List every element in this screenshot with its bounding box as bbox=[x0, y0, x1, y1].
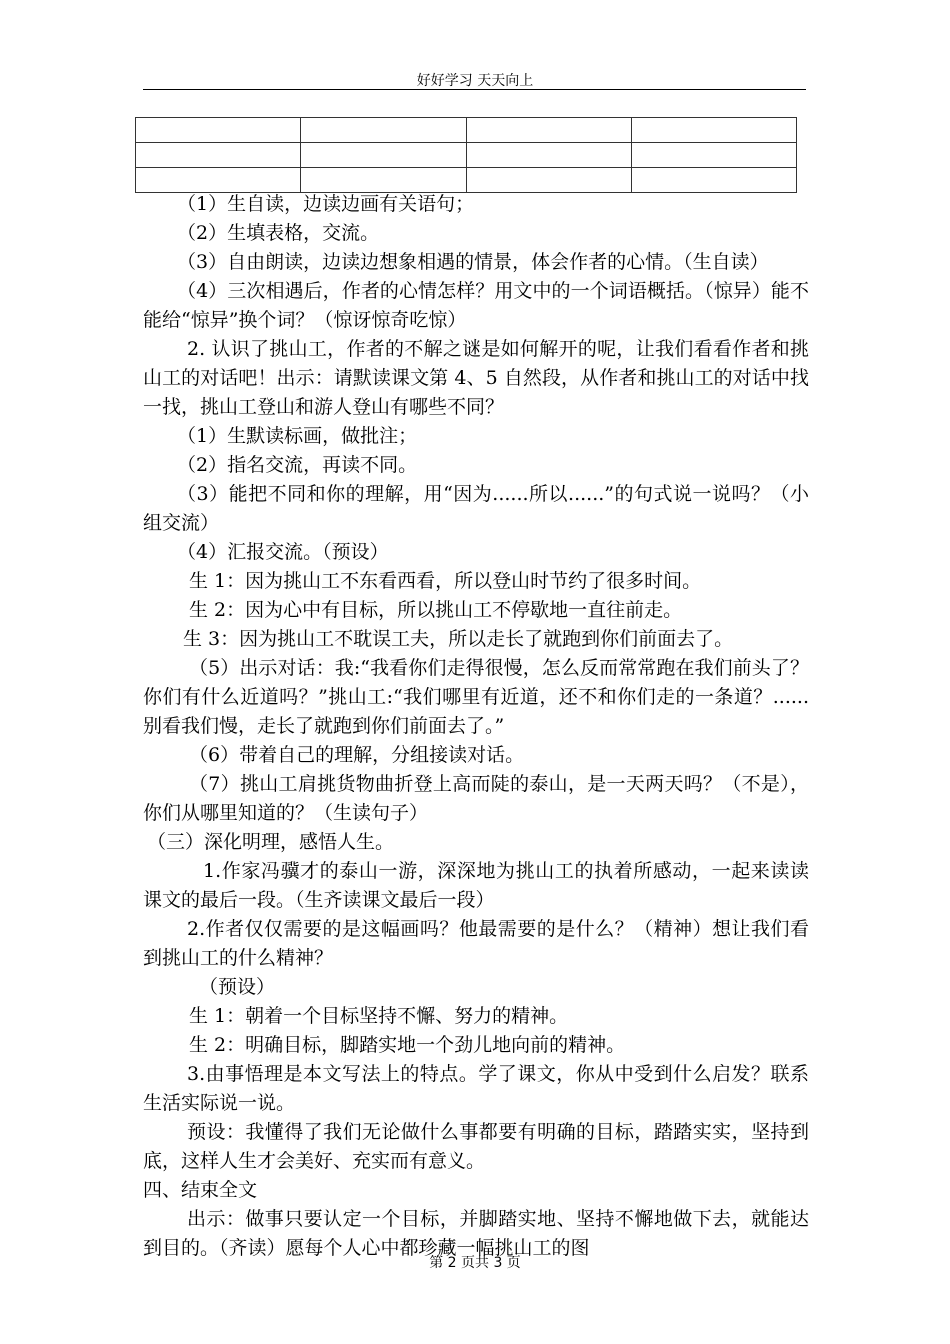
paragraph: （2）生填表格，交流。 bbox=[177, 222, 380, 244]
paragraph: （6）带着自己的理解，分组接读对话。 bbox=[189, 744, 525, 766]
paragraph: 2.作者仅仅需要的是这幅画吗？他最需要的是什么？（精神）想让我们看到挑山工的什么精神？ bbox=[143, 918, 809, 969]
blank-table bbox=[135, 117, 797, 193]
paragraph: 2. 认识了挑山工，作者的不解之谜是如何解开的呢，让我们看看作者和挑山工的对话吧！出示：请默读课文第 4、5 自然段，从作者和挑山工的对话中找一找，挑山工登山和游人登山有哪些不同？ bbox=[143, 338, 809, 418]
table-cell bbox=[301, 118, 466, 143]
body-text bbox=[143, 190, 809, 1263]
paragraph: 1.作家冯骥才的泰山一游，深深地为挑山工的执着所感动，一起来读读课文的最后一段。（生齐读课文最后一段） bbox=[143, 860, 809, 911]
table-cell bbox=[466, 118, 631, 143]
paragraph: （3）能把不同和你的理解，用“因为......所以......”的句式说一说吗？（小组交流） bbox=[143, 483, 809, 534]
paragraph: （2）指名交流，再读不同。 bbox=[177, 454, 418, 476]
paragraph: 生 1：因为挑山工不东看西看，所以登山时节约了很多时间。 bbox=[189, 570, 702, 592]
paragraph: （1）生自读，边读边画有关语句； bbox=[177, 193, 475, 215]
header-rule bbox=[143, 89, 806, 90]
paragraph: （4）三次相遇后，作者的心情怎样？用文中的一个词语概括。（惊异）能不能给“惊异”换个词？（惊讶惊奇吃惊） bbox=[143, 280, 809, 331]
paragraph: 四、结束全文 bbox=[143, 1179, 258, 1201]
table-cell bbox=[136, 168, 301, 193]
paragraph: 出示：做事只要认定一个目标，并脚踏实地、坚持不懈地做下去，就能达到目的。（齐读）愿每个人心中都珍藏一幅挑山工的图 bbox=[143, 1208, 809, 1259]
paragraph: 生 2：因为心中有目标，所以挑山工不停歇地一直往前走。 bbox=[189, 599, 683, 621]
paragraph: 生 2：明确目标，脚踏实地一个劲儿地向前的精神。 bbox=[189, 1034, 626, 1056]
paragraph: （三）深化明理，感悟人生。 bbox=[147, 831, 395, 853]
paragraph: 生 1：朝着一个目标坚持不懈、努力的精神。 bbox=[189, 1005, 569, 1027]
table-row bbox=[136, 118, 797, 143]
page-footer: 第 2 页共 3 页 bbox=[429, 1255, 521, 1271]
table-cell bbox=[631, 143, 796, 168]
paragraph: 生 3：因为挑山工不耽误工夫，所以走长了就跑到你们前面去了。 bbox=[183, 628, 734, 650]
table-cell bbox=[136, 118, 301, 143]
paragraph: （预设） bbox=[199, 976, 276, 998]
table-cell bbox=[466, 168, 631, 193]
table-row bbox=[136, 168, 797, 193]
table-cell bbox=[631, 118, 796, 143]
paragraph: （1）生默读标画，做批注； bbox=[177, 425, 418, 447]
paragraph: 预设：我懂得了我们无论做什么事都要有明确的目标，踏踏实实，坚持到底，这样人生才会美好、充实而有意义。 bbox=[143, 1121, 809, 1172]
table-cell bbox=[631, 168, 796, 193]
table-cell bbox=[301, 143, 466, 168]
table-cell bbox=[136, 143, 301, 168]
table-cell bbox=[466, 143, 631, 168]
paragraph: （7）挑山工肩挑货物曲折登上高而陡的泰山，是一天两天吗？（不是），你们从哪里知道的？（生读句子） bbox=[143, 773, 809, 824]
paragraph: （3）自由朗读，边读边想象相遇的情景，体会作者的心情。（生自读） bbox=[177, 251, 769, 273]
table-cell bbox=[301, 168, 466, 193]
page-header: 好好学习 天天向上 bbox=[416, 73, 534, 89]
paragraph: 3.由事悟理是本文写法上的特点。学了课文，你从中受到什么启发？联系生活实际说一说。 bbox=[143, 1063, 809, 1114]
table-row bbox=[136, 143, 797, 168]
paragraph: （4）汇报交流。（预设） bbox=[177, 541, 389, 563]
paragraph: （5）出示对话：我:“我看你们走得很慢，怎么反而常常跑在我们前头了？你们有什么近道吗？”挑山工:“我们哪里有近道，还不和你们走的一条道？......别看我们慢，走长了就跑到你们前面去了。” bbox=[143, 657, 809, 737]
